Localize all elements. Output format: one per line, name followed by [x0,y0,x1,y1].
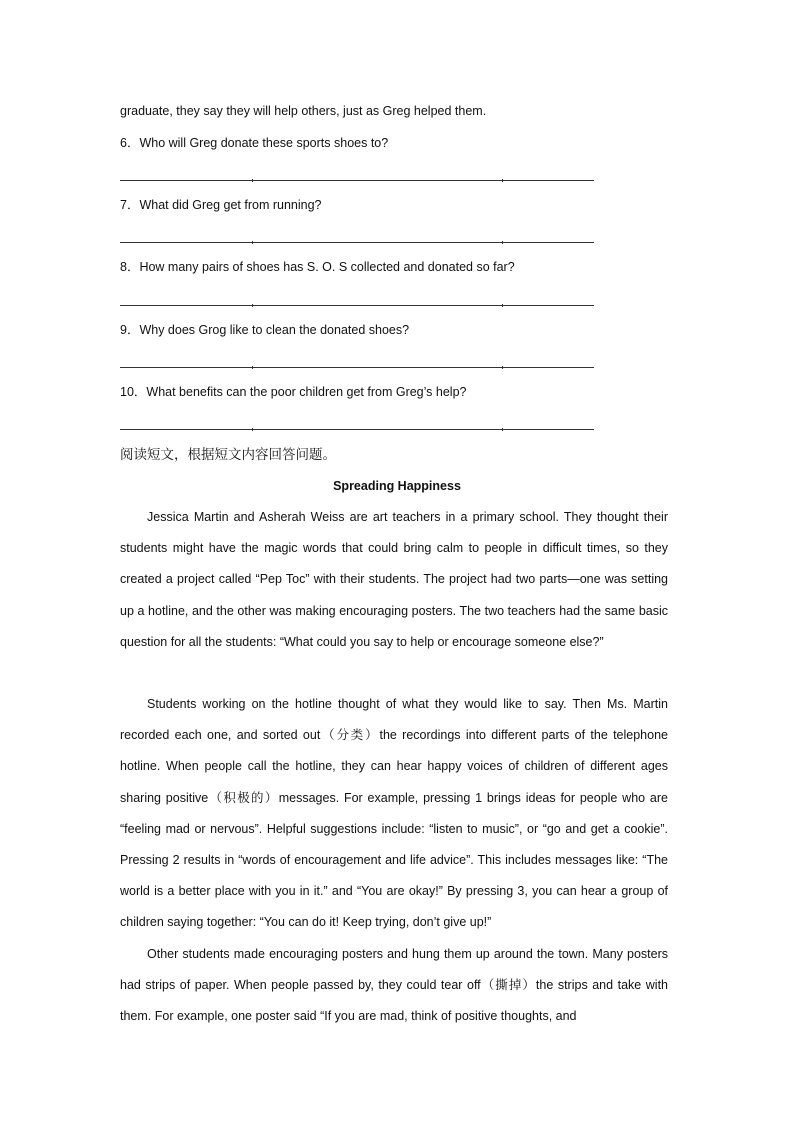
question-text: What benefits can the poor children get from Greg’s help? [146,385,467,399]
question-text: Why does Grog like to clean the donated shoes? [139,323,410,337]
question-text: What did Greg get from running? [139,198,322,212]
answer-line-10[interactable] [120,429,594,430]
question-7 [120,197,322,213]
passage-paragraph-2: Students working on the hotline thought of what they would like to say. Then Ms. Martin recorded each one, and sorted out（分类）the recordings into different parts of the telephone hotline. When people call the hotline, they can hear happy voices of children of different ages sharing positive（积极的）messages. For example, pressing 1 brings ideas for people who are “feeling mad or nervous”. Helpful suggestions include: “listen to music”, or “go and get a cookie”. Pressing 2 results in “words of encouragement and life advice”. This includes messages like: “The world is a better place with you in it.” and “You are okay!” By pressing 3, you can hear a group of children saying together: “You can do it! Keep trying, don’t give up!” [120,697,668,930]
question-8 [120,259,515,275]
answer-line-7[interactable] [120,242,594,243]
question-number: 7． [120,198,140,212]
question-number: 6． [120,136,140,150]
question-6 [120,135,388,151]
question-text: How many pairs of shoes has S. O. S collected and donated so far? [139,260,515,274]
answer-line-8[interactable] [120,305,594,306]
continued-text-line: graduate, they say they will help others, just as Greg helped them. [120,104,487,118]
passage-paragraph-3: Other students made encouraging posters and hung them up around the town. Many posters had strips of paper. When people passed by, they could tear off（撕掉）the strips and take with them. For example, one poster said “If you are mad, think of positive thoughts, and [120,947,668,1024]
question-number: 10． [120,385,147,399]
answer-line-9[interactable] [120,367,594,368]
passage-paragraph-1: Jessica Martin and Asherah Weiss are art teachers in a primary school. They thought their students might have the magic words that could bring calm to people in difficult times, so they created a project called “Pep Toc” with their students. The project had two parts—one was setting up a hotline, and the other was making encouraging posters. The two teachers had the same basic question for all the students: “What could you say to help or encourage someone else?” [120,510,668,649]
passage-title: Spreading Happiness [333,479,461,493]
question-10 [120,384,467,400]
question-number: 9． [120,323,140,337]
question-9 [120,322,409,338]
question-text: Who will Greg donate these sports shoes to? [139,136,389,150]
answer-line-6[interactable] [120,180,594,181]
question-number: 8． [120,260,140,274]
section-instruction: 阅读短文，根据短文内容回答问题。 [120,447,336,462]
